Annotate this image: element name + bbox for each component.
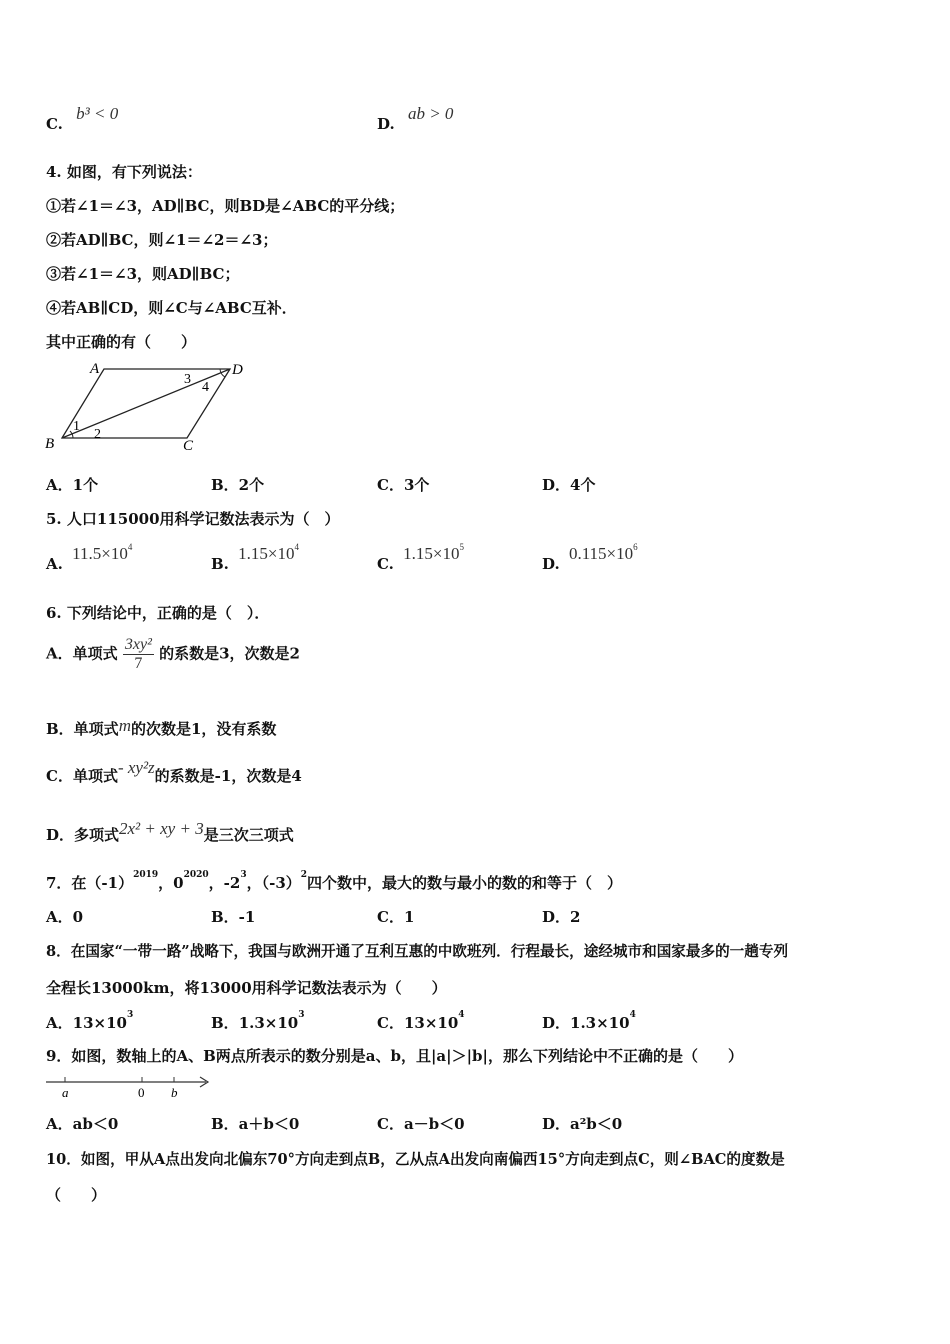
q4-stem: 4. 如图，有下列说法： [46, 163, 202, 181]
q9-option-d: D．a²b＜0 [542, 1115, 623, 1133]
q5-option-b: B. $1.15\times 10^4$ [211, 542, 299, 573]
q5-option-c: C. $1.15\times 10^5$ [377, 542, 464, 573]
axis-label-a: a [62, 1085, 69, 1100]
q7-option-a: A．0 [46, 908, 84, 926]
q9-stem: 9．如图，数轴上的A、B两点所表示的数分别是a、b，且|a|＞|b|，那么下列结论中不正确的是（ ） [46, 1047, 743, 1065]
q9-option-b: B．a＋b＜0 [211, 1115, 300, 1133]
label-D: D [232, 362, 243, 378]
q4-option-c: C．3个 [377, 476, 430, 494]
q10-stem-line-1: 10．如图，甲从A点出发向北偏东70°方向走到点B，乙从点A出发向南偏西15°方向走到点C，则∠BAC的度数是 [46, 1151, 785, 1168]
q4-statement-2: ②若AD∥BC，则∠1＝∠2＝∠3； [46, 231, 278, 249]
q4-statement-4: ④若AB∥CD，则∠C与∠ABC互补． [46, 299, 297, 317]
label-B: B [45, 436, 55, 452]
q6-a-fraction: $\frac{\text{3xy²}}{7}$ [124, 636, 152, 672]
q7-option-d: D．2 [542, 908, 581, 926]
axis-label-zero: 0 [138, 1085, 145, 1100]
q5-option-a: A. $11.5\times 10^4$ [46, 542, 133, 573]
q8-option-c: C．$13\times 10^4$ [377, 1010, 465, 1032]
q5-option-d: D. $0.115\times 10^6$ [542, 542, 638, 573]
q4-ask: 其中正确的有（ ） [46, 333, 197, 351]
q5-stem: 5. 人口115000用科学记数法表示为（ ） [46, 510, 340, 528]
q7-option-b: B．-1 [211, 908, 256, 926]
q3-option-d: D. ab > 0 [377, 104, 454, 133]
q4-option-b: B．2个 [211, 476, 265, 494]
q6-option-c: C．单项式- xy²z的系数是-1，次数是4 [46, 758, 302, 785]
q4-option-a: A．1个 [46, 476, 99, 494]
q3-option-c: C. b³ < 0 [46, 104, 119, 133]
label-angle-1: 1 [73, 419, 80, 434]
label-C: C [183, 438, 194, 454]
q6-option-b: B．单项式m的次数是1，没有系数 [46, 716, 277, 738]
q4-statement-1: ①若∠1＝∠3，AD∥BC，则BD是∠ABC的平分线； [46, 197, 405, 215]
q4-option-d: D．4个 [542, 476, 596, 494]
q4-statement-3: ③若∠1＝∠3，则AD∥BC； [46, 265, 240, 283]
q9-option-a: A．ab＜0 [46, 1115, 119, 1133]
q8-stem-line-1: 8．在国家“一带一路”战略下，我国与欧洲开通了互利互惠的中欧班列．行程最长，途经城市和国家最多的一趟专列 [46, 943, 789, 960]
label-angle-3: 3 [184, 372, 191, 387]
q9-number-line [44, 1072, 216, 1102]
angle-arc-d [220, 369, 225, 377]
q7-stem: 7．在$(-1)^{2019}$，$0^{2020}$，$-2^3$，$(-3)^2$四个数中，最大的数与最小的数的和等于（ ） [46, 870, 623, 892]
label-angle-4: 4 [202, 380, 209, 395]
q8-option-d: D．$1.3\times 10^4$ [542, 1010, 636, 1032]
q10-stem-line-2: （ ） [46, 1186, 107, 1204]
q8-stem-line-2: 全程长13000km，将13000用科学记数法表示为（ ） [46, 979, 447, 997]
q6-stem: 6. 下列结论中，正确的是（ ）． [46, 604, 270, 622]
q9-option-c: C．a－b＜0 [377, 1115, 465, 1133]
label-A: A [90, 361, 100, 377]
label-angle-2: 2 [94, 427, 101, 442]
q6-option-d: D．多项式2x² + xy + 3是三次三项式 [46, 819, 294, 844]
q8-option-a: A．$13\times 10^3$ [46, 1010, 134, 1032]
q8-option-b: B．$1.3\times 10^3$ [211, 1010, 305, 1032]
q4-parallelogram-figure [40, 358, 255, 454]
q3-option-d-expr: ab > 0 [407, 104, 454, 123]
q7-option-c: C．1 [377, 908, 415, 926]
q6-option-a: A．单项式 $\frac{\text{3xy²}}{7}$ 的系数是3，次数是2 [46, 636, 300, 672]
q3-option-c-expr: b³ < 0 [76, 104, 119, 123]
axis-label-b: b [171, 1085, 178, 1100]
